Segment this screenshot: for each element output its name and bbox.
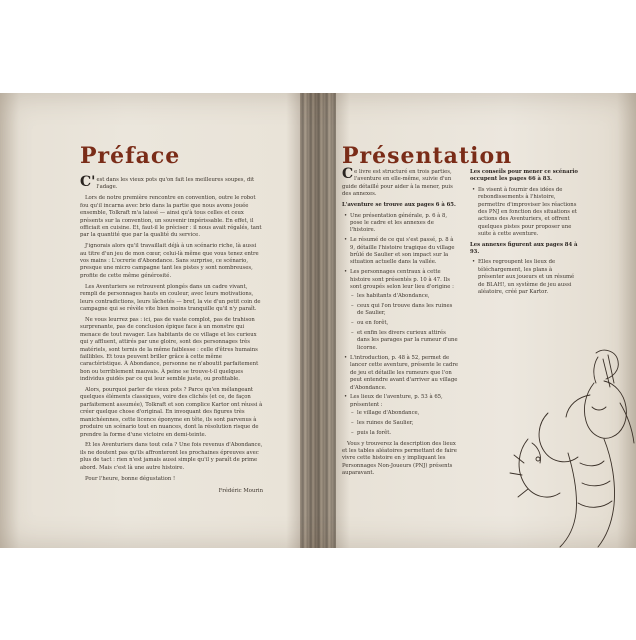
preface-signature: Frédéric Mourin xyxy=(218,487,263,494)
advice-list xyxy=(470,187,578,239)
preface-paragraph: Et les Aventuriers dans tout cela ? Une fois revenus d'Abondance, ils ne doutent pas qu'ils affronteront les prochaines épreuves avec plus de tact : rien n'est jamais aussi simple qu'il y paraît de prime abord. Mais c'est là une autre histoire. xyxy=(80,442,263,471)
creature-illustration xyxy=(508,343,636,548)
open-book xyxy=(0,93,636,548)
sub-item: – les habitants d'Abondance, xyxy=(357,293,458,300)
adventure-list xyxy=(342,213,458,438)
section-heading: Les annexes figurent aux pages 84 à 93. xyxy=(470,241,578,256)
preface-paragraph: C'est dans les vieux pots qu'on fait les meilleures soupes, dit l'adage. xyxy=(80,174,255,191)
sub-item: – et enfin les divers curieux attirés dans les parages par la rumeur d'une licorne. xyxy=(357,330,458,352)
sub-item: – les ruines de Saulier, xyxy=(357,420,458,427)
preface-paragraph: Lors de notre première rencontre en convention, outre le robot fou qu'il incarna avec brio dans la partie que nous avons jouée ensemble, Tolkraft m'a laissé — ainsi qu'à tous celles et ceux présents sur la convention, un souvenir impérissable. En effet, il officiait en cuisine. Et, faut-il le préciser : il nous avait régalés, tant par la quantité que par la qualité du service. xyxy=(80,195,262,239)
sub-item: – puis la forêt. xyxy=(357,430,458,437)
preface-paragraph: Alors, pourquoi parler de vieux pots ? Parce qu'en mélangeant quelques éléments classiques, voire des clichés (et ce, de façon parfaitement assumée), Tolkraft et son complice Kartor ont réussi à créer quelque chose d'original. En invoquant des figures très manichéennes, cette licence éponyme en tête, ils sont parvenus à produire un scénario tout en nuances, dont la résolution risque de prendre la forme d'une victoire en demi-teinte. xyxy=(80,387,263,438)
list-item: • L'introduction, p. 48 à 52, permet de lancer cette aventure, présente le cadre de jeu et détaille les rumeurs que l'on peut entendre avant d'arriver au village d'Abondance. xyxy=(350,355,458,392)
sub-item: – le village d'Abondance, xyxy=(357,410,458,417)
list-item xyxy=(350,394,458,437)
origins-sublist xyxy=(350,293,458,352)
preface-paragraph: Pour l'heure, bonne dégustation ! xyxy=(85,475,176,482)
presentation-closing: Vous y trouverez la description des lieux et les tables aléatoires permettant de faire vivre cette histoire en y impliquant les Personnages Non-Joueurs (PNJ) présents auparavant. xyxy=(342,440,457,477)
presentation-column-2 xyxy=(470,169,578,300)
left-page xyxy=(0,93,300,548)
section-heading: L'aventure se trouve aux pages 6 à 65. xyxy=(342,202,456,209)
list-item: • Ils visent à fournir des idées de rebondissements à l'histoire, permettre d'improviser les réactions des PNJ en fonction des situations et actions des Aventuriers, et offrent quelques pistes pour proposer une suite à cette aventure. xyxy=(478,187,578,239)
preface-text xyxy=(80,174,263,495)
sub-item: – ou en forêt, xyxy=(357,320,458,327)
preface-paragraph: J'ignorais alors qu'il travaillait déjà à un scénario riche, là aussi au titre d'un jeu de mon cœur, celui-là même que vous tenez entre vos mains : L'ocrerie d'Abondance. Sans surprise, ce scénario, presque une micro campagne tant les pistes y sont nombreuses, profite de cette même générosité. xyxy=(80,243,259,279)
list-item: • Le résumé de ce qui s'est passé, p. 8 à 9, détaille l'histoire tragique du village brûlé de Saulier et son impact sur la situation actuelle dans la vallée. xyxy=(350,237,458,267)
annex-list xyxy=(470,259,578,296)
preface-title: Préface xyxy=(80,143,181,169)
list-item xyxy=(350,269,458,352)
presentation-title: Présentation xyxy=(342,143,513,169)
section-heading: Les conseils pour mener ce scénario occupent les pages 66 à 83. xyxy=(470,169,578,183)
sub-item: – ceux qui l'on trouve dans les ruines de Saulier, xyxy=(357,303,458,318)
list-item: • Elles regroupent les lieux de téléchargement, les plans à présenter aux joueurs et un résumé de BLAH!, un système de jeu aussi aléatoire, créé par Kartor. xyxy=(478,259,578,296)
presentation-column-1 xyxy=(342,166,458,481)
presentation-intro: Ce livre est structuré en trois parties, l'aventure en elle-même, suivie d'un guide détaillé pour aider à la mener, puis des annexes. xyxy=(342,166,453,198)
preface-paragraph: Les Aventuriers se retrouvent plongés dans un cadre vivant, rempli de personnages hauts en couleur, avec leurs motivations, leurs contradictions, leurs lâchetés — bref, la vie d'un petit coin de campagne qui se révèle vite bien moins tranquille qu'il n'y paraît. xyxy=(80,283,261,312)
places-sublist xyxy=(350,410,458,437)
book-binding xyxy=(300,93,336,548)
list-item-text: Les lieux de l'aventure, p. 53 à 65, présentent : xyxy=(350,394,443,408)
preface-paragraph: Ne vous leurrez pas : ici, pas de vaste complot, pas de trahison surprenante, pas de conclusion épique face à un monstre qui menace de tout ravager. Les habitants de ce village et les curieux qui y affluent, attirés par une gloire, sont des personnages très matériels, sont ternis de la même faiblesse : celle d'êtres humains faillibles. Et tous peuvent briller grâce à cette même caractéristique. À Abondance, personne ne n'aboutit parfaitement bon ou terriblement mauvais. À peine se trouve-t-il quelques individus guidés par ce qui leur semble juste, ou profitable. xyxy=(80,316,259,383)
right-page xyxy=(336,93,636,548)
list-item-text: Les personnages centraux à cette histoire sont présentés p. 10 à 47. Ils sont groupés selon leur lieu d'origine : xyxy=(350,269,454,291)
list-item: • Une présentation générale, p. 6 à 8, pose le cadre et les annexes de l'histoire. xyxy=(350,213,458,235)
